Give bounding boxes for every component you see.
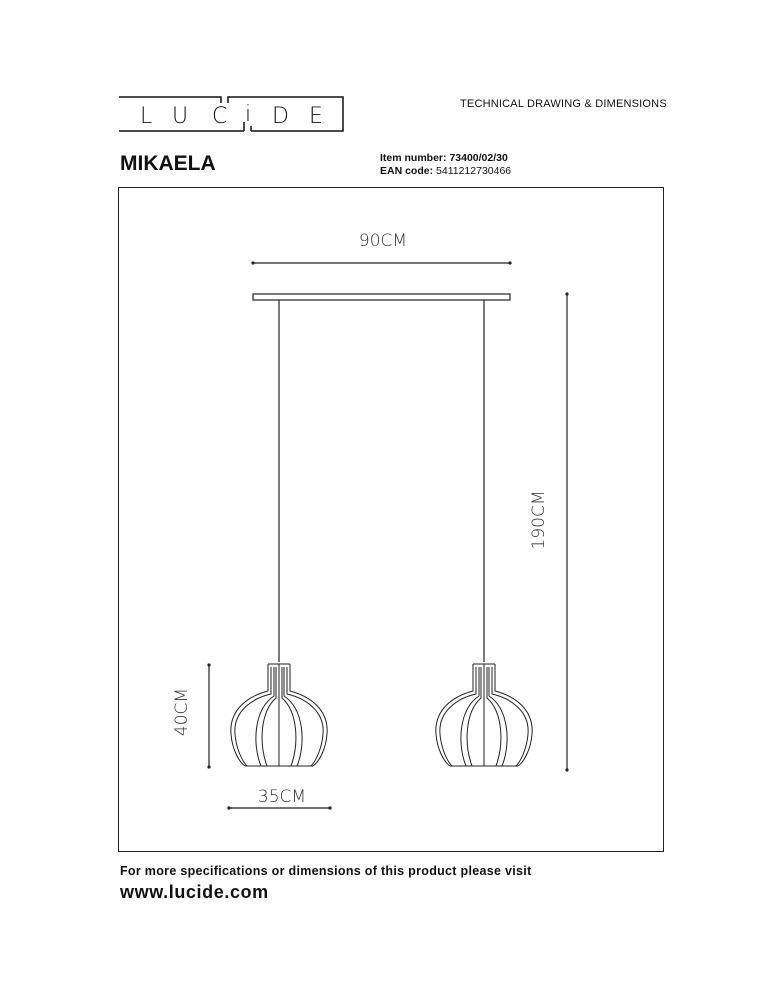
ean-code: 5411212730466 (436, 165, 512, 177)
height-dimension-label: 190CM (529, 490, 549, 550)
width-dimension-label: 90CM (358, 231, 408, 251)
document-title: TECHNICAL DRAWING & DIMENSIONS (460, 98, 667, 110)
svg-text:C: C (212, 104, 228, 129)
svg-text:L: L (140, 104, 153, 129)
product-name: MIKAELA (120, 152, 216, 175)
pendant-shade-right (436, 664, 532, 766)
website-link[interactable]: www.lucide.com (120, 882, 269, 902)
svg-text:E: E (309, 104, 323, 129)
canopy (253, 294, 510, 300)
item-number: 73400/02/30 (449, 152, 508, 164)
pendant-shade-left (231, 664, 327, 766)
footer-note: For more specifications or dimensions of this product please visit (120, 864, 532, 878)
shade-height-dimension-label: 40CM (172, 687, 192, 737)
svg-text:D: D (272, 104, 289, 129)
svg-text:U: U (172, 104, 189, 129)
svg-text:i: i (245, 102, 252, 127)
item-number-label: Item number: (380, 152, 447, 164)
shade-width-dimension-label: 35CM (257, 787, 307, 807)
ean-label: EAN code: (380, 165, 434, 177)
